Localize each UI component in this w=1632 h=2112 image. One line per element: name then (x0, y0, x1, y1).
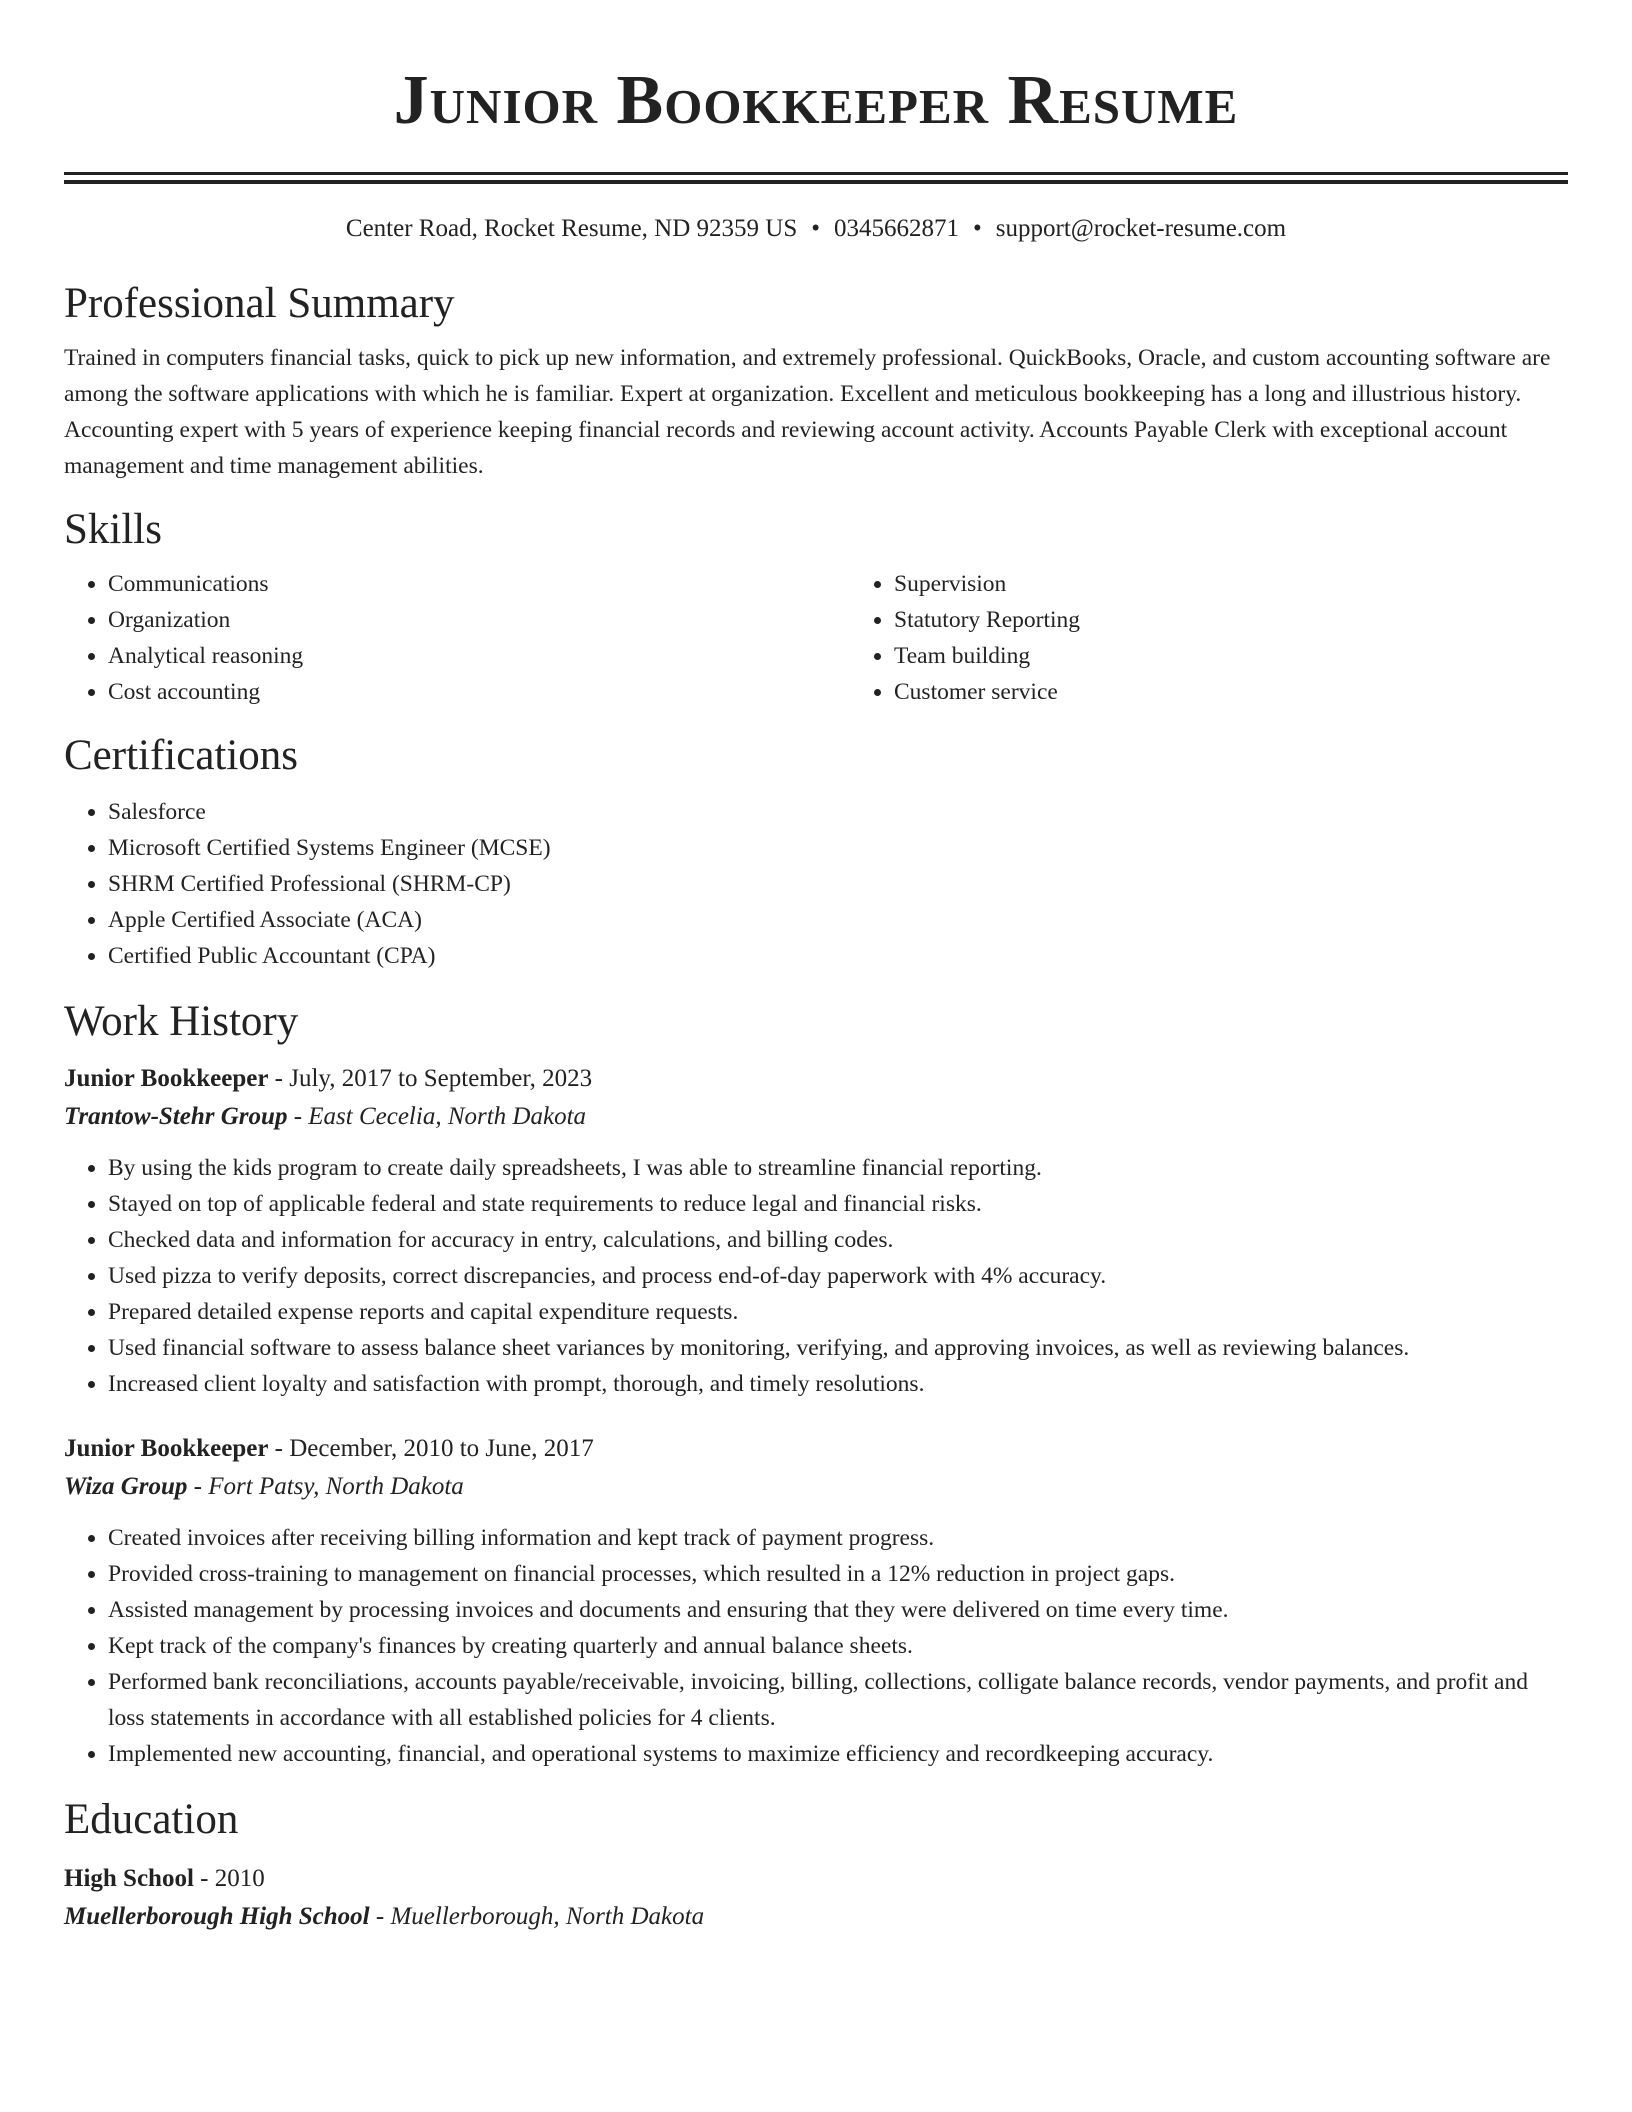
job-dates: - July, 2017 to September, 2023 (268, 1065, 593, 1092)
job-bullet: • Prepared detailed expense reports and capital expenditure requests. (108, 1294, 1568, 1330)
education-degree: High School (64, 1865, 194, 1892)
skill-item: • Customer service (894, 674, 1632, 710)
contact-separator: • (811, 215, 821, 242)
skill-item: • Supervision (894, 566, 1632, 602)
education-location: - Muellerborough, North Dakota (369, 1903, 705, 1930)
skill-item: • Communications (108, 566, 850, 602)
job-bullet: • Used financial software to assess balance sheet variances by monitoring, verifying, and approving invoices, as well as reviewing balances. (108, 1330, 1568, 1366)
skill-item: • Analytical reasoning (108, 638, 850, 674)
job-title-line (64, 1060, 1568, 1098)
job-entry (64, 1430, 1568, 1772)
education-heading: Education (64, 1796, 239, 1843)
job-dates: - December, 2010 to June, 2017 (268, 1435, 594, 1462)
resume-title: Junior Bookkeeper Resume (393, 62, 1239, 139)
job-bullet: • Provided cross-training to management on financial processes, which resulted in a 12% reduction in project gaps. (108, 1556, 1568, 1592)
certification-item: • Salesforce (108, 794, 1568, 830)
job-bullet: • Kept track of the company's finances by creating quarterly and annual balance sheets. (108, 1628, 1568, 1664)
education-school: Muellerborough High School (64, 1903, 370, 1930)
contact-separator: • (973, 215, 982, 242)
job-location: - East Cecelia, North Dakota (287, 1103, 587, 1130)
education-entry (64, 1860, 1568, 1936)
job-role: Junior Bookkeeper (64, 1065, 269, 1092)
contact-line (64, 212, 1568, 246)
job-role: Junior Bookkeeper (64, 1435, 269, 1462)
skill-item: • Statutory Reporting (894, 602, 1632, 638)
certification-item: • SHRM Certified Professional (SHRM-CP) (108, 866, 1568, 902)
contact-address: Center Road, Rocket Resume, ND 92359 US (345, 215, 798, 242)
job-bullet: • Stayed on top of applicable federal and state requirements to reduce legal and financial risks. (108, 1186, 1568, 1222)
certifications-heading: Certifications (64, 732, 299, 779)
education-school-line (64, 1898, 1568, 1936)
skill-item: • Team building (894, 638, 1632, 674)
job-company-line (64, 1098, 1568, 1136)
education-year: - 2010 (193, 1865, 265, 1892)
skills-columns (64, 566, 1568, 710)
job-bullet: • Increased client loyalty and satisfaction with prompt, thorough, and timely resolutions. (108, 1366, 1568, 1402)
job-title-line (64, 1430, 1568, 1468)
certification-item: • Microsoft Certified Systems Engineer (MCSE) (108, 830, 1568, 866)
contact-email: support@rocket-resume.com (995, 215, 1287, 242)
skills-heading: Skills (64, 506, 162, 553)
skill-item: • Organization (108, 602, 850, 638)
job-bullets (64, 1150, 1568, 1402)
certification-item: • Apple Certified Associate (ACA) (108, 902, 1568, 938)
job-bullets (64, 1520, 1568, 1772)
work-history-heading: Work History (64, 998, 299, 1045)
job-entry (64, 1060, 1568, 1402)
job-bullet: • Implemented new accounting, financial, and operational systems to maximize efficiency and recordkeeping accuracy. (108, 1736, 1568, 1772)
skills-list-right (850, 566, 1632, 710)
job-bullet: • Performed bank reconciliations, accounts payable/receivable, invoicing, billing, collections, colligate balance records, vendor payments, and profit and loss statements in accordance with all established policies for 4 clients. (108, 1664, 1568, 1736)
job-company: Trantow-Stehr Group (64, 1103, 288, 1130)
skills-list-left (64, 566, 850, 710)
education-degree-line (64, 1860, 1568, 1898)
job-bullet: • Checked data and information for accuracy in entry, calculations, and billing codes. (108, 1222, 1568, 1258)
job-bullet: • By using the kids program to create daily spreadsheets, I was able to streamline financial reporting. (108, 1150, 1568, 1186)
job-bullet: • Assisted management by processing invoices and documents and ensuring that they were delivered on time every time. (108, 1592, 1568, 1628)
skill-item: • Cost accounting (108, 674, 850, 710)
job-company: Wiza Group (64, 1473, 188, 1500)
certifications-list (64, 794, 1568, 974)
summary-text: Trained in computers financial tasks, quick to pick up new information, and extremely professional. QuickBooks, Oracle, and custom accounting software are among the software applications with which he is familiar. Expert at organization. Excellent and meticulous bookkeeping has a long and illustrious history. Accounting expert with 5 years of experience keeping financial records and reviewing account activity. Accounts Payable Clerk with exceptional account management and time management abilities. (64, 345, 1551, 479)
certification-item: • Certified Public Accountant (CPA) (108, 938, 1568, 974)
title-double-rule (64, 172, 1568, 184)
job-company-line (64, 1468, 1568, 1506)
summary-heading: Professional Summary (64, 280, 455, 327)
job-location: - Fort Patsy, North Dakota (187, 1473, 464, 1500)
contact-phone: 0345662871 (834, 215, 960, 242)
job-bullet: • Created invoices after receiving billing information and kept track of payment progress. (108, 1520, 1568, 1556)
job-bullet: • Used pizza to verify deposits, correct discrepancies, and process end-of-day paperwork with 4% accuracy. (108, 1258, 1568, 1294)
